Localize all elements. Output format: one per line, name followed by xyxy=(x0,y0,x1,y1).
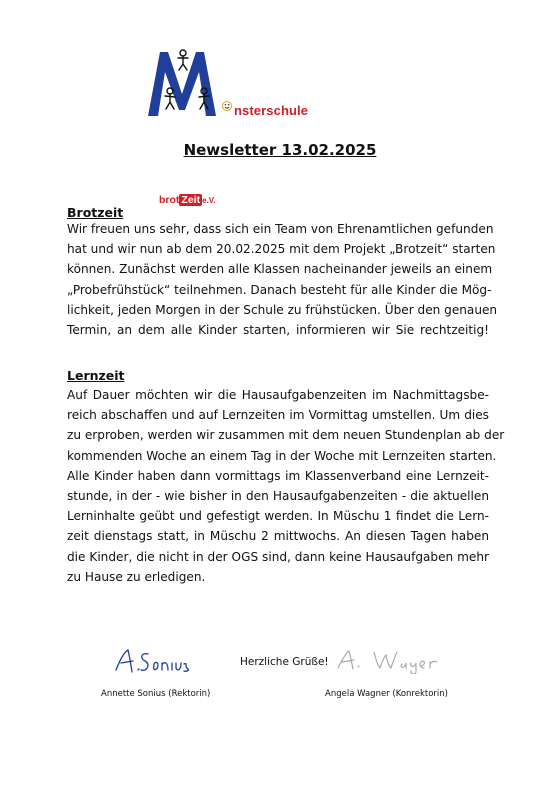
logo-wordmark: nsterschule xyxy=(234,103,309,118)
newsletter-title: Newsletter 13.02.2025 xyxy=(183,141,377,159)
text-line: Auf Dauer möchten wir die Hausaufgabenzeiten im Nachmittagsbe- xyxy=(67,388,489,402)
text-line: Termin, an dem alle Kinder starten, informieren wir Sie rechtzeitig! xyxy=(67,323,489,338)
text-line: Alle Kinder haben dann vormittags im Klassenverband eine Lernzeit- xyxy=(67,468,489,483)
text-line: „Probefrühstück“ teilnehmen. Danach besteht für alle Kinder die Mög- xyxy=(67,282,492,297)
brotzeit-logo: brot Zeit e.V. xyxy=(159,194,216,206)
text-line: Wir freuen uns sehr, dass sich ein Team von Ehrenamtlichen gefunden xyxy=(67,222,494,236)
text-line: lichkeit, jeden Morgen in der Schule zu frühstücken. Über den genauen xyxy=(67,302,498,317)
signature-right xyxy=(334,646,442,674)
text-line: zu Hause zu erledigen. xyxy=(67,569,206,584)
brotzeit-heading: Brotzeit xyxy=(67,205,124,220)
lernzeit-heading: Lernzeit xyxy=(67,368,125,383)
text-line: reich abschaffen und auf Lernzeiten im Vormittag umstellen. Um dies xyxy=(67,408,489,423)
text-line: zeit dienstags statt, in Müschu 2 mittwochs. An diesen Tagen haben xyxy=(67,529,489,544)
text-line: zu erproben, werden wir zusammen mit dem neuen Stundenplan ab der xyxy=(67,428,505,443)
text-line: kommenden Woche an einem Tag in der Woche mit Lernzeiten starten. xyxy=(67,448,497,463)
brotzeit-paragraph xyxy=(67,219,498,340)
text-line: Lerninhalte geübt und gefestigt werden. In Müschu 1 findet die Lern- xyxy=(67,509,489,524)
text-line: hat und wir nun ab dem 20.02.2025 mit dem Projekt „Brotzeit“ starten xyxy=(67,242,496,257)
school-logo xyxy=(138,44,338,126)
closing-greeting: Herzliche Grüße! xyxy=(240,656,329,668)
signer-right: Angela Wagner (Konrektorin) xyxy=(325,689,448,699)
text-line: stunde, in der - wie bisher in den Hausaufgabenzeiten - die aktuellen xyxy=(67,489,489,504)
text-line: die Kinder, die nicht in der OGS sind, dann keine Hausaufgaben mehr xyxy=(67,549,489,564)
signer-left: Annette Sonius (Rektorin) xyxy=(101,689,211,699)
lernzeit-paragraph xyxy=(67,385,505,587)
logo-m-icon xyxy=(138,44,238,126)
signature-left xyxy=(112,646,192,676)
text-line: können. Zunächst werden alle Klassen nacheinander jeweils an einem xyxy=(67,262,493,277)
